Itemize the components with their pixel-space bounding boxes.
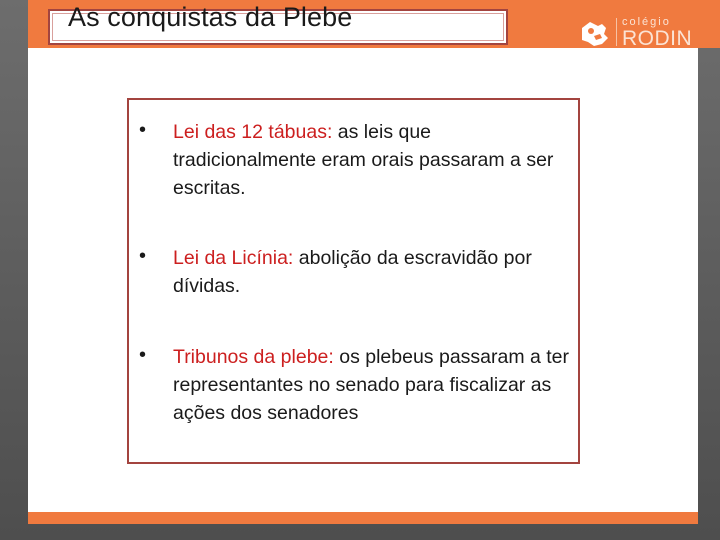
- bullet-term: Lei das 12 tábuas:: [173, 121, 333, 143]
- bullet-description: os plebeus passaram a ter representantes no senado para fiscalizar as ações dos senadores: [173, 346, 570, 424]
- page-title: As conquistas da Plebe: [68, 2, 353, 32]
- bullet-marker: •: [139, 119, 147, 141]
- bullet-description: abolição da escravidão por dívidas.: [173, 247, 532, 297]
- content-box: [127, 98, 580, 464]
- bullet-text: [173, 343, 573, 427]
- bullet-term: Tribunos da plebe:: [173, 346, 334, 368]
- logo-name-text: RODIN: [622, 27, 693, 50]
- college-logo: [578, 14, 693, 50]
- bullet-description: as leis que tradicionalmente eram orais passaram a ser escritas.: [173, 121, 554, 199]
- bullet-marker: •: [139, 245, 147, 267]
- bullet-text: [173, 244, 573, 300]
- logo-divider: [616, 18, 617, 46]
- bullet-term: Lei da Licínia:: [173, 247, 294, 269]
- bullet-marker: •: [139, 344, 147, 366]
- logo-small-text: colégio: [622, 16, 671, 28]
- bullet-text: [173, 118, 573, 202]
- footer-bar: [28, 512, 698, 524]
- rodin-logo-icon: [578, 18, 612, 48]
